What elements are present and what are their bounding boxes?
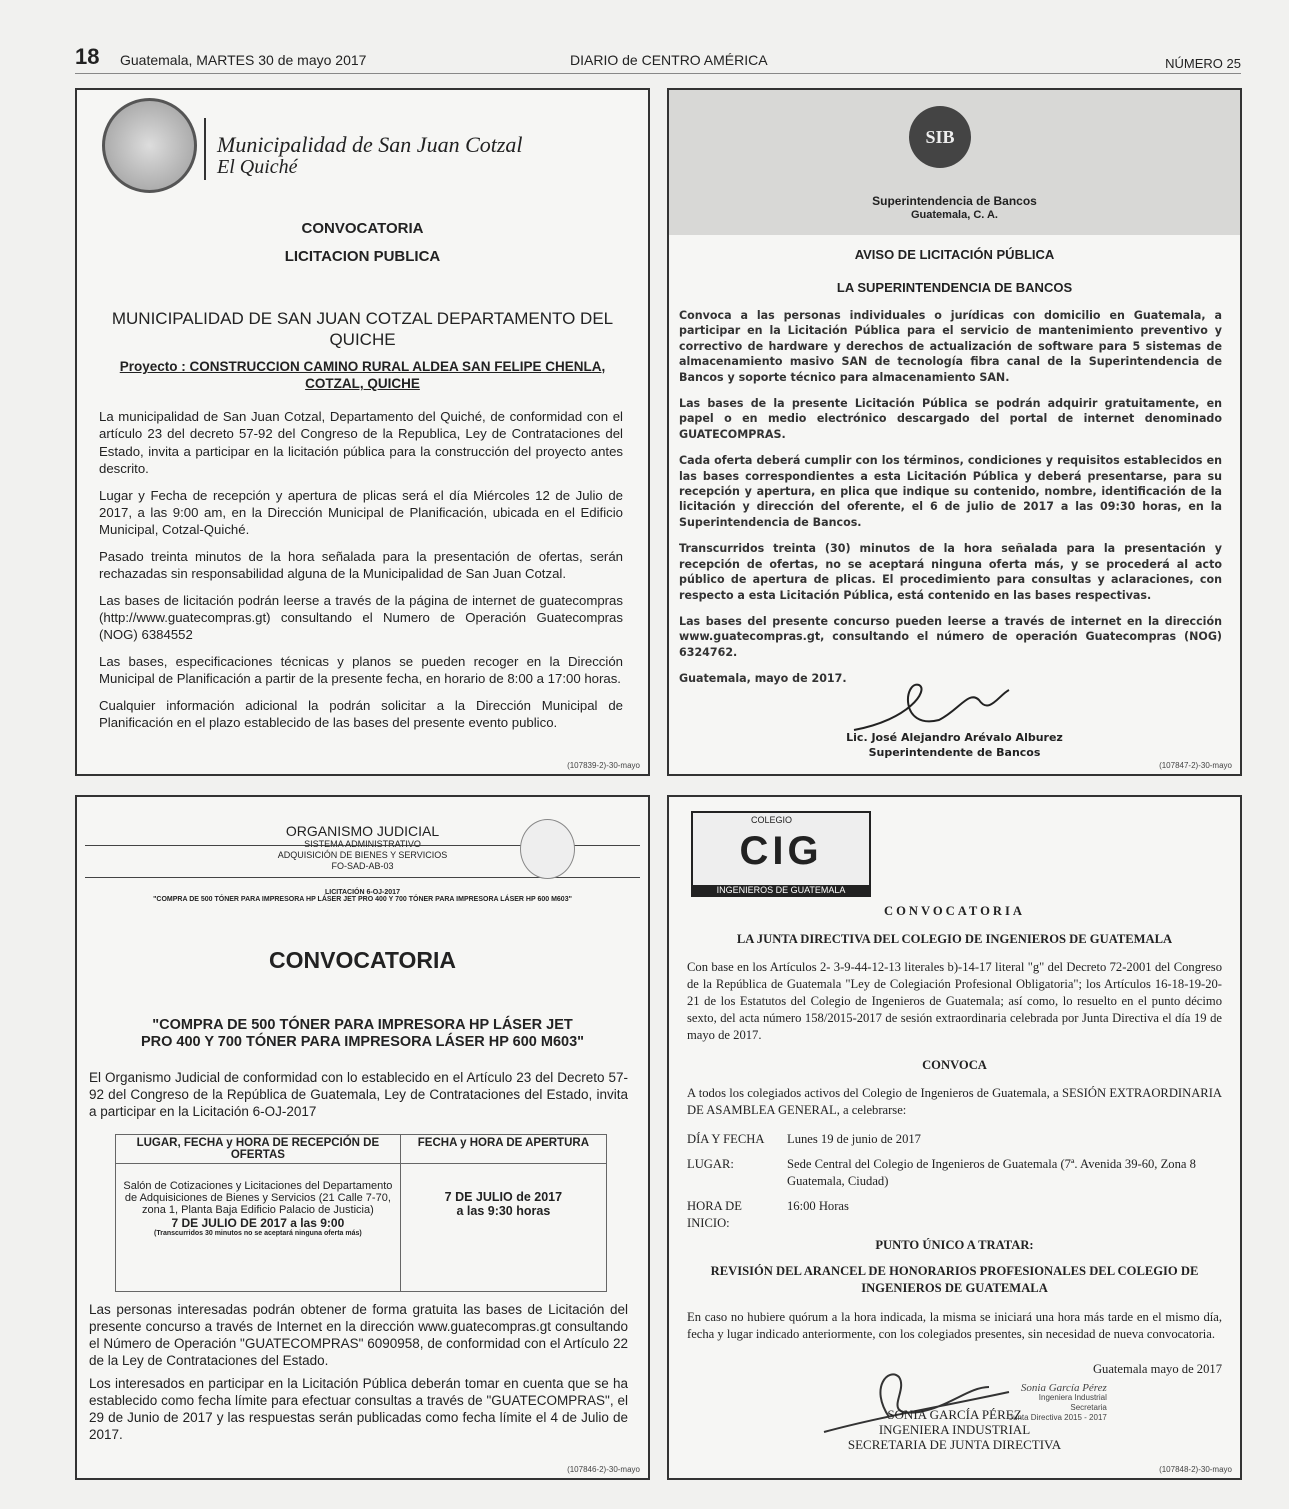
ad-reference: (107847-2)-30-mayo — [1159, 761, 1232, 770]
page-number: 18 — [75, 44, 100, 69]
paragraph: Cualquier información adicional la podrán solicitar a la Dirección Municipal de Planificación en el plazo establecido de las bases del presente evento publico. — [99, 697, 623, 731]
divider — [204, 118, 206, 180]
signature-block — [669, 730, 1240, 760]
subtitle: "COMPRA DE 500 TÓNER PARA IMPRESORA HP LÁSER JET PRO 400 Y 700 TÓNER PARA IMPRESORA LÁSER HP 600 M603" — [140, 1017, 585, 1050]
paragraph: Cada oferta deberá cumplir con los términos, condiciones y requisitos establecidos en las bases correspondientes a esta Licitación Pública y deberá presentarse, para su recepción y apertura, en plica que indique su contenido, nombre, identificación de la licitación y dirección del oferente, el 6 de julio de 2017 a las 09:30 horas, en la Superintendencia de Bancos. — [679, 454, 1222, 529]
section-heading: PUNTO ÚNICO A TRATAR: — [875, 1238, 1034, 1252]
org-name: Superintendencia de Bancos — [872, 194, 1037, 208]
ad-reference: (107848-2)-30-mayo — [1159, 1465, 1232, 1474]
cell-note: (Transcurridos 30 minutos no se aceptará ninguna oferta más) — [154, 1230, 362, 1237]
ad-municipalidad-cotzal — [75, 88, 650, 776]
table-header: FECHA y HORA DE APERTURA — [400, 1135, 606, 1164]
schedule-table — [115, 1134, 607, 1292]
cell-text: Salón de Cotizaciones y Licitaciones del Departamento de Adquisiciones de Bienes y Servicios (21 Calle 7-70, zona 1, Planta Baja Edificio Palacio de Justicia) — [123, 1180, 393, 1216]
lic-title: "COMPRA DE 500 TÓNER PARA IMPRESORA HP LÁSER JET PRO 400 Y 700 TÓNER PARA IMPRESORA LÁSER HP 600 M603" — [153, 896, 572, 903]
signer-title: Superintendente de Bancos — [868, 746, 1041, 759]
title: CONVOCATORIA — [884, 904, 1025, 918]
stamp-line: Secretaria — [1070, 1403, 1107, 1412]
logo-text: COLEGIO — [751, 815, 793, 825]
body — [89, 1301, 628, 1449]
signer-role: SECRETARIA DE JUNTA DIRECTIVA — [847, 1437, 1062, 1452]
paragraph: Guatemala, mayo de 2017. — [679, 672, 847, 686]
detail-key: LUGAR: — [687, 1157, 734, 1171]
issue-number: NÚMERO 25 — [1165, 56, 1241, 71]
signature-block — [687, 1407, 1222, 1452]
stamp-line: Ingeniera Industrial — [1038, 1393, 1107, 1402]
table-header: LUGAR, FECHA y HORA DE RECEPCIÓN DE OFERTAS — [116, 1135, 401, 1164]
licitacion-line — [77, 889, 648, 903]
paragraph: A todos los colegiados activos del Colegio de Ingenieros de Guatemala, a SESIÓN EXTRAORDINARIA DE ASAMBLEA GENERAL, a celebrarse: — [687, 1086, 1222, 1117]
paragraph: Las bases de la presente Licitación Pública se podrán adquirir gratuitamente, en papel o en medio electrónico descargado del portal de internet denominado GUATECOMPRAS. — [679, 397, 1222, 441]
paragraph: Lugar y Fecha de recepción y apertura de plicas será el día Miércoles 12 de Julio de 2017, a las 9:00 am, en la Dirección Municipal de Planificación, ubicada en el Edificio Municipal, Cotzal-Quiché. — [99, 487, 623, 538]
signer-name: Lic. José Alejandro Arévalo Alburez — [846, 731, 1063, 744]
paragraph: Las personas interesadas podrán obtener de forma gratuita las bases de Licitación del presente concurso a través de Internet en la dirección www.guatecompras.gt consultando el Número de Operación "GUATECOMPRAS" 6090958, de conformidad con el Artículo 22 de la Ley de Contrataciones del Estado. — [89, 1302, 628, 1368]
details-list — [687, 1131, 1222, 1232]
agenda-item: REVISIÓN DEL ARANCEL DE HONORARIOS PROFESIONALES DEL COLEGIO DE INGENIEROS DE GUATEMALA — [710, 1264, 1199, 1295]
paragraph: Las bases de licitación podrán leerse a través de la página de internet de guatecompras (http://www.guatecompras.gt) consultando el Numero de Operación Guatecompras (NOG) 6384552 — [99, 592, 623, 643]
detail-value: Lunes 19 de junio de 2017 — [787, 1132, 921, 1146]
sib-seal-icon: SIB — [909, 106, 971, 168]
page-date: Guatemala, MARTES 30 de mayo 2017 — [120, 52, 367, 68]
paragraph: Pasado treinta minutos de la hora señalada para la presentación de ofertas, serán rechazadas sin responsabilidad alguna de la Municipalidad de San Juan Cotzal. — [99, 548, 623, 582]
logo-text: INGENIEROS DE GUATEMALA — [693, 885, 869, 895]
paragraph: Transcurridos treinta (30) minutos de la hora señalada para la presentación y recepción de ofertas, no se aceptará ninguna oferta más, y se procederá al acto público de apertura de plicas. El procedimiento para consultas y aclaraciones, con respecto a esta Licitación Pública, está contenido en las bases respectivas. — [679, 542, 1222, 602]
cell-date: 7 DE JULIO DE 2017 a las 9:00 — [171, 1216, 345, 1230]
paragraph: Las bases, especificaciones técnicas y planos se pueden recoger en la Dirección Municipal de Planificación a partir de la presente fecha, en horario de 8:00 a 17:00 horas. — [99, 653, 623, 687]
lic-number: LICITACIÓN 6-OJ-2017 — [325, 889, 400, 896]
org-line: ADQUISICIÓN DE BIENES Y SERVICIOS — [277, 850, 448, 860]
org-line: SISTEMA ADMINISTRATIVO — [304, 839, 421, 849]
org-location: El Quiché — [217, 156, 298, 178]
table-cell — [400, 1164, 606, 1292]
subtitle: LA SUPERINTENDENCIA DE BANCOS — [836, 280, 1073, 295]
cell-date: 7 DE JULIO de 2017 — [444, 1190, 563, 1204]
department: MUNICIPALIDAD DE SAN JUAN COTZAL DEPARTAMENTO DEL QUICHE — [111, 309, 614, 349]
municipal-seal-icon — [102, 98, 197, 193]
project: Proyecto : CONSTRUCCION CAMINO RURAL ALDEA SAN FELIPE CHENLA, COTZAL, QUICHE — [119, 359, 606, 391]
paragraph: Con base en los Artículos 2- 3-9-44-12-13 literales b)-14-17 literal "g" del Decreto 72-2001 del Congreso de la República de Guatemala "Ley de Colegiación Profesional Obligatoria"; los Artículos 16-18-19-20- 21 de los Estatutos del Colegio de Ingenieros de Guatemala; así como, lo resuelto en el punto décimo sexto, del acta número 158/2015-2017 de sesión extraordinaria celebrada por Junta Directiva el día 19 de mayo de 2017. — [687, 960, 1222, 1042]
newspaper-name: DIARIO de CENTRO AMÉRICA — [570, 52, 768, 68]
stamp-line: Junta Directiva 2015 - 2017 — [1009, 1413, 1107, 1422]
guatemala-seal-icon — [520, 819, 575, 879]
ad-organismo-judicial — [75, 795, 650, 1480]
section-heading: CONVOCA — [922, 1058, 987, 1072]
paragraph: El Organismo Judicial de conformidad con lo establecido en el Artículo 23 del Decreto 57-92 del Congreso de la República de Guatemala, Ley de Contrataciones del Estado, invita a participar en la Licitación 6-OJ-2017 — [89, 1070, 628, 1119]
ad-reference: (107839-2)-30-mayo — [567, 761, 640, 770]
signer-title: INGENIERA INDUSTRIAL — [878, 1422, 1031, 1437]
paragraph: En caso no hubiere quórum a la hora indicada, la misma se iniciará una hora más tarde en el mismo día, fecha y lugar indicado anteriormente, con los colegiados presentes, sin necesidad de nueva convocatoria. — [687, 1310, 1222, 1341]
header-band — [669, 90, 1240, 235]
paragraph: Los interesados en participar en la Licitación Pública deberán tomar en cuenta que se ha establecido como fecha límite para efectuar consultas a través de "GUATECOMPRAS", el 29 de Junio de 2017 y las respuestas serán publicadas como fecha límite el 4 de Julio de 2017. — [89, 1376, 628, 1442]
title: CONVOCATORIA — [301, 220, 424, 237]
table-cell — [116, 1164, 401, 1292]
logo-letters: CIG — [739, 829, 823, 873]
paragraph: Las bases del presente concurso pueden leerse a través de internet en la dirección www.guatecompras.gt, consultando el número de operación Guatecompras (NOG) 6324762. — [679, 614, 1222, 659]
paragraph: La municipalidad de San Juan Cotzal, Departamento del Quiché, de conformidad con el artículo 23 del decreto 57-92 del Congreso de la Republica, Ley de Contrataciones del Estado, invita a participar en la licitación pública para la construcción del proyecto antes descrito. — [99, 409, 623, 477]
page-header — [75, 44, 1241, 74]
detail-value: Sede Central del Colegio de Ingenieros de Guatemala (7ª. Avenida 39-60, Zona 8 Guatemala, Ciudad) — [787, 1157, 1196, 1188]
paragraph: Convoca a las personas individuales o jurídicas con domicilio en Guatemala, a participar en la Licitación Pública para el servicio de mantenimiento preventivo y correctivo de hardware y derechos de actualización de software para 5 sistemas de almacenamiento masivo SAN de tecnología fibra canal de la Superintendencia de Bancos y soporte técnico para almacenamiento SAN. — [679, 309, 1222, 384]
detail-key: DÍA Y FECHA — [687, 1132, 765, 1146]
org-name: ORGANISMO JUDICIAL — [285, 823, 440, 839]
title: CONVOCATORIA — [269, 947, 456, 973]
ad-reference: (107846-2)-30-mayo — [567, 1465, 640, 1474]
title: AVISO DE LICITACIÓN PÚBLICA — [854, 247, 1055, 262]
date: Guatemala mayo de 2017 — [1092, 1362, 1222, 1376]
ad-superintendencia-bancos — [667, 88, 1242, 776]
body — [679, 308, 1222, 698]
subtitle: LA JUNTA DIRECTIVA DEL COLEGIO DE INGENIEROS DE GUATEMALA — [736, 932, 1173, 946]
org-line: FO-SAD-AB-03 — [331, 861, 394, 871]
body — [99, 408, 623, 741]
subtitle: LICITACION PUBLICA — [284, 248, 441, 265]
org-name: Municipalidad de San Juan Cotzal — [217, 132, 523, 157]
org-location: Guatemala, C. A. — [910, 209, 998, 221]
cig-logo — [691, 811, 871, 897]
detail-value: 16:00 Horas — [787, 1199, 849, 1213]
stamp-line: Sonia García Pérez — [1020, 1382, 1107, 1394]
signer-name: SONIA GARCÍA PÉREZ — [887, 1407, 1022, 1422]
cell-time: a las 9:30 horas — [456, 1204, 551, 1218]
detail-key: HORA DE INICIO: — [687, 1199, 742, 1230]
ad-colegio-ingenieros — [667, 795, 1242, 1480]
